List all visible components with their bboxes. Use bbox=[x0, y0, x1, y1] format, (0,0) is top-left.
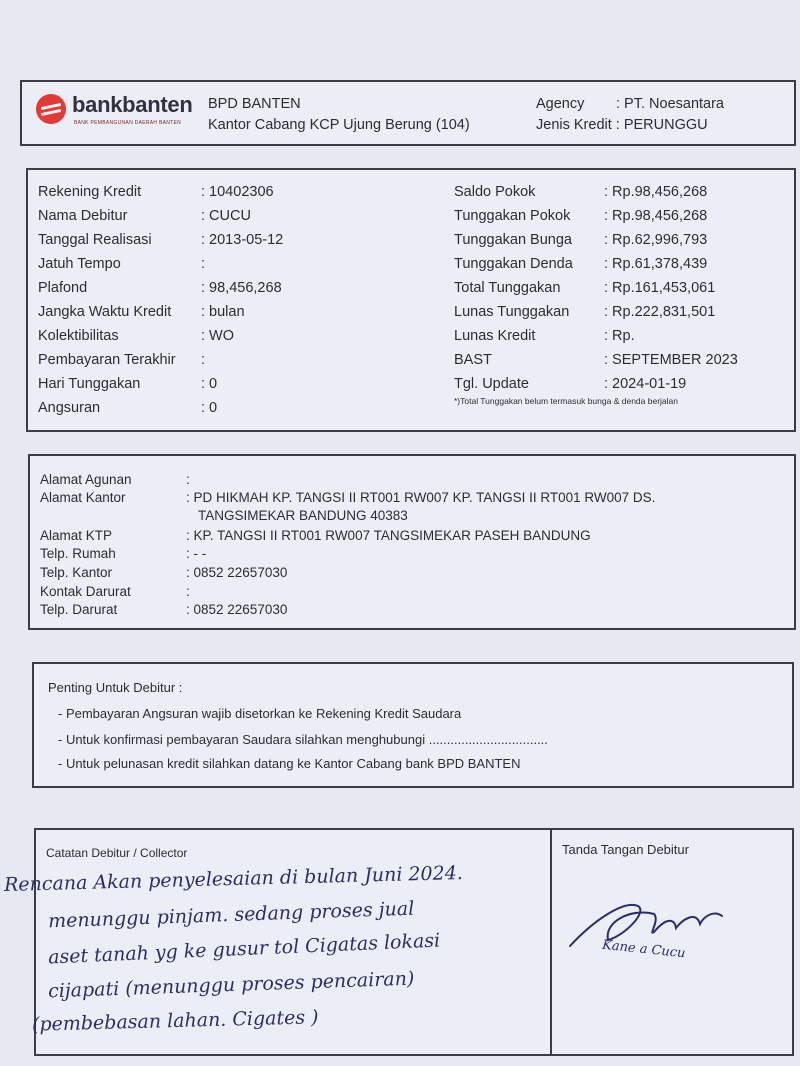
left-value: : 0 bbox=[201, 400, 218, 416]
address-label: Alamat KTP bbox=[40, 528, 113, 543]
address-label: Telp. Kantor bbox=[40, 565, 113, 580]
left-value: : 98,456,268 bbox=[201, 280, 282, 296]
notes-divider bbox=[550, 830, 552, 1056]
left-label: Pembayaran Terakhir bbox=[38, 352, 176, 368]
logo-text: bankbanten bbox=[72, 92, 193, 117]
left-value: : 10402306 bbox=[201, 184, 274, 200]
info-item: - Pembayaran Angsuran wajib disetorkan ke Rekening Kredit Saudara bbox=[58, 706, 462, 721]
handwritten-note-line: Rencana Akan penyelesaian di bulan Juni 2024. bbox=[3, 861, 464, 897]
left-value: : 2013-05-12 bbox=[201, 232, 284, 248]
left-label: Tanggal Realisasi bbox=[38, 232, 152, 248]
handwritten-note-line: aset tanah yg ke gusur tol Cigatas lokasi bbox=[47, 929, 441, 969]
agency-label: Agency bbox=[536, 96, 585, 112]
left-value: : bbox=[201, 256, 206, 272]
right-label: Tgl. Update bbox=[454, 376, 529, 392]
address-box bbox=[28, 454, 796, 630]
address-label: Telp. Rumah bbox=[40, 546, 116, 561]
right-label: Tunggakan Bunga bbox=[454, 232, 572, 248]
address-label: Alamat Kantor bbox=[40, 490, 126, 505]
signature-name: Kane a Cucu bbox=[601, 937, 687, 962]
bank-logo-icon bbox=[36, 94, 66, 124]
left-label: Jangka Waktu Kredit bbox=[38, 304, 172, 320]
address-value: : bbox=[186, 584, 190, 599]
footnote: *)Total Tunggakan belum termasuk bunga & denda berjalan bbox=[454, 396, 678, 406]
logo-tagline: BANK PEMBANGUNAN DAERAH BANTEN bbox=[74, 120, 182, 126]
right-value: : Rp.61,378,439 bbox=[604, 256, 708, 272]
address-value: : bbox=[186, 472, 190, 487]
header-box bbox=[20, 80, 796, 146]
address-value: : PD HIKMAH KP. TANGSI II RT001 RW007 KP. TANGSI II RT001 RW007 DS. bbox=[186, 490, 656, 505]
right-label: BAST bbox=[454, 352, 492, 368]
left-label: Rekening Kredit bbox=[38, 184, 142, 200]
left-value: : bbox=[201, 352, 206, 368]
left-label: Angsuran bbox=[38, 400, 101, 416]
handwritten-note-line: cijapati (menunggu proses pencairan) bbox=[47, 967, 415, 1003]
credit-details-box bbox=[26, 168, 796, 432]
right-label: Total Tunggakan bbox=[454, 280, 561, 296]
signature-title: Tanda Tangan Debitur bbox=[562, 842, 689, 857]
branch-name: Kantor Cabang KCP Ujung Berung (104) bbox=[208, 117, 470, 133]
address-label: Alamat Agunan bbox=[40, 472, 132, 487]
right-value: : 2024-01-19 bbox=[604, 376, 687, 392]
notes-box bbox=[3, 828, 794, 1056]
left-label: Plafond bbox=[38, 280, 88, 296]
right-label: Lunas Kredit bbox=[454, 328, 536, 344]
info-item: - Untuk pelunasan kredit silahkan datang ke Kantor Cabang bank BPD BANTEN bbox=[58, 756, 521, 771]
address-value: : - - bbox=[186, 546, 207, 561]
left-label: Nama Debitur bbox=[38, 208, 128, 224]
left-label: Kolektibilitas bbox=[38, 328, 119, 344]
left-label: Jatuh Tempo bbox=[38, 256, 121, 272]
address-value: TANGSIMEKAR BANDUNG 40383 bbox=[198, 508, 408, 523]
right-value: : Rp.161,453,061 bbox=[604, 280, 716, 296]
address-label: Telp. Darurat bbox=[40, 602, 118, 617]
right-value: : Rp.62,996,793 bbox=[604, 232, 708, 248]
right-label: Tunggakan Pokok bbox=[454, 208, 571, 224]
right-label: Tunggakan Denda bbox=[454, 256, 573, 272]
left-value: : CUCU bbox=[201, 208, 251, 224]
important-info-box bbox=[32, 662, 794, 788]
agency-value: : PT. Noesantara bbox=[616, 96, 724, 112]
address-value: : 0852 22657030 bbox=[186, 602, 288, 617]
info-title: Penting Untuk Debitur : bbox=[48, 680, 183, 695]
right-label: Saldo Pokok bbox=[454, 184, 536, 200]
address-label: Kontak Darurat bbox=[40, 584, 131, 599]
right-value: : Rp.98,456,268 bbox=[604, 208, 708, 224]
handwritten-note-line: (pembebasan lahan. Cigates ) bbox=[31, 1006, 319, 1036]
right-value: : Rp. bbox=[604, 328, 635, 344]
jenis-kredit: Jenis Kredit : PERUNGGU bbox=[536, 117, 708, 133]
address-value: : 0852 22657030 bbox=[186, 565, 288, 580]
left-value: : WO bbox=[201, 328, 235, 344]
left-label: Hari Tunggakan bbox=[38, 376, 141, 392]
left-value: : 0 bbox=[201, 376, 218, 392]
right-value: : Rp.98,456,268 bbox=[604, 184, 708, 200]
bank-name: BPD BANTEN bbox=[208, 96, 301, 112]
right-label: Lunas Tunggakan bbox=[454, 304, 570, 320]
info-item: - Untuk konfirmasi pembayaran Saudara silahkan menghubungi ................................. bbox=[58, 732, 548, 747]
handwritten-note-line: menunggu pinjam. sedang proses jual bbox=[47, 897, 415, 933]
notes-title: Catatan Debitur / Collector bbox=[46, 846, 188, 860]
right-value: : Rp.222,831,501 bbox=[604, 304, 716, 320]
right-value: : SEPTEMBER 2023 bbox=[604, 352, 738, 368]
address-value: : KP. TANGSI II RT001 RW007 TANGSIMEKAR PASEH BANDUNG bbox=[186, 528, 591, 543]
left-value: : bulan bbox=[201, 304, 245, 320]
